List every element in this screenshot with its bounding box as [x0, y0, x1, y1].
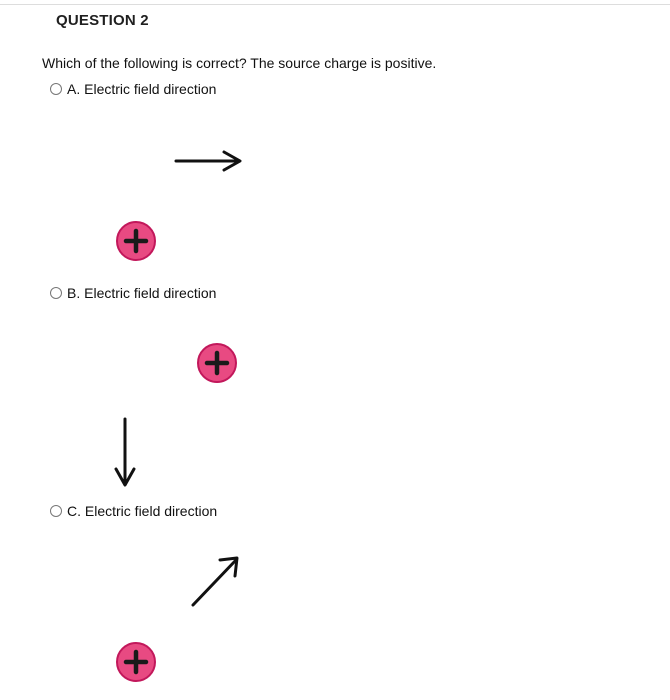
option-a[interactable]: [50, 81, 216, 97]
option-b-arrow-down-icon: [108, 413, 142, 491]
option-c[interactable]: [50, 503, 217, 519]
top-divider: [0, 4, 670, 5]
option-c-radio[interactable]: [50, 505, 62, 517]
option-c-arrow-up-right-icon: [186, 552, 246, 612]
option-c-label: C. Electric field direction: [67, 503, 218, 519]
option-b-radio[interactable]: [50, 287, 62, 299]
option-c-positive-charge-icon: [115, 641, 157, 683]
option-a-label: A. Electric field direction: [67, 81, 217, 97]
option-a-radio[interactable]: [50, 83, 62, 95]
question-title: QUESTION 2: [56, 12, 149, 29]
option-a-arrow-right-icon: [170, 145, 250, 179]
option-b[interactable]: [50, 285, 216, 301]
question-text: Which of the following is correct? The source charge is positive.: [42, 55, 437, 71]
option-a-positive-charge-icon: [115, 220, 157, 262]
option-b-label: B. Electric field direction: [67, 285, 217, 301]
option-b-positive-charge-icon: [196, 342, 238, 384]
